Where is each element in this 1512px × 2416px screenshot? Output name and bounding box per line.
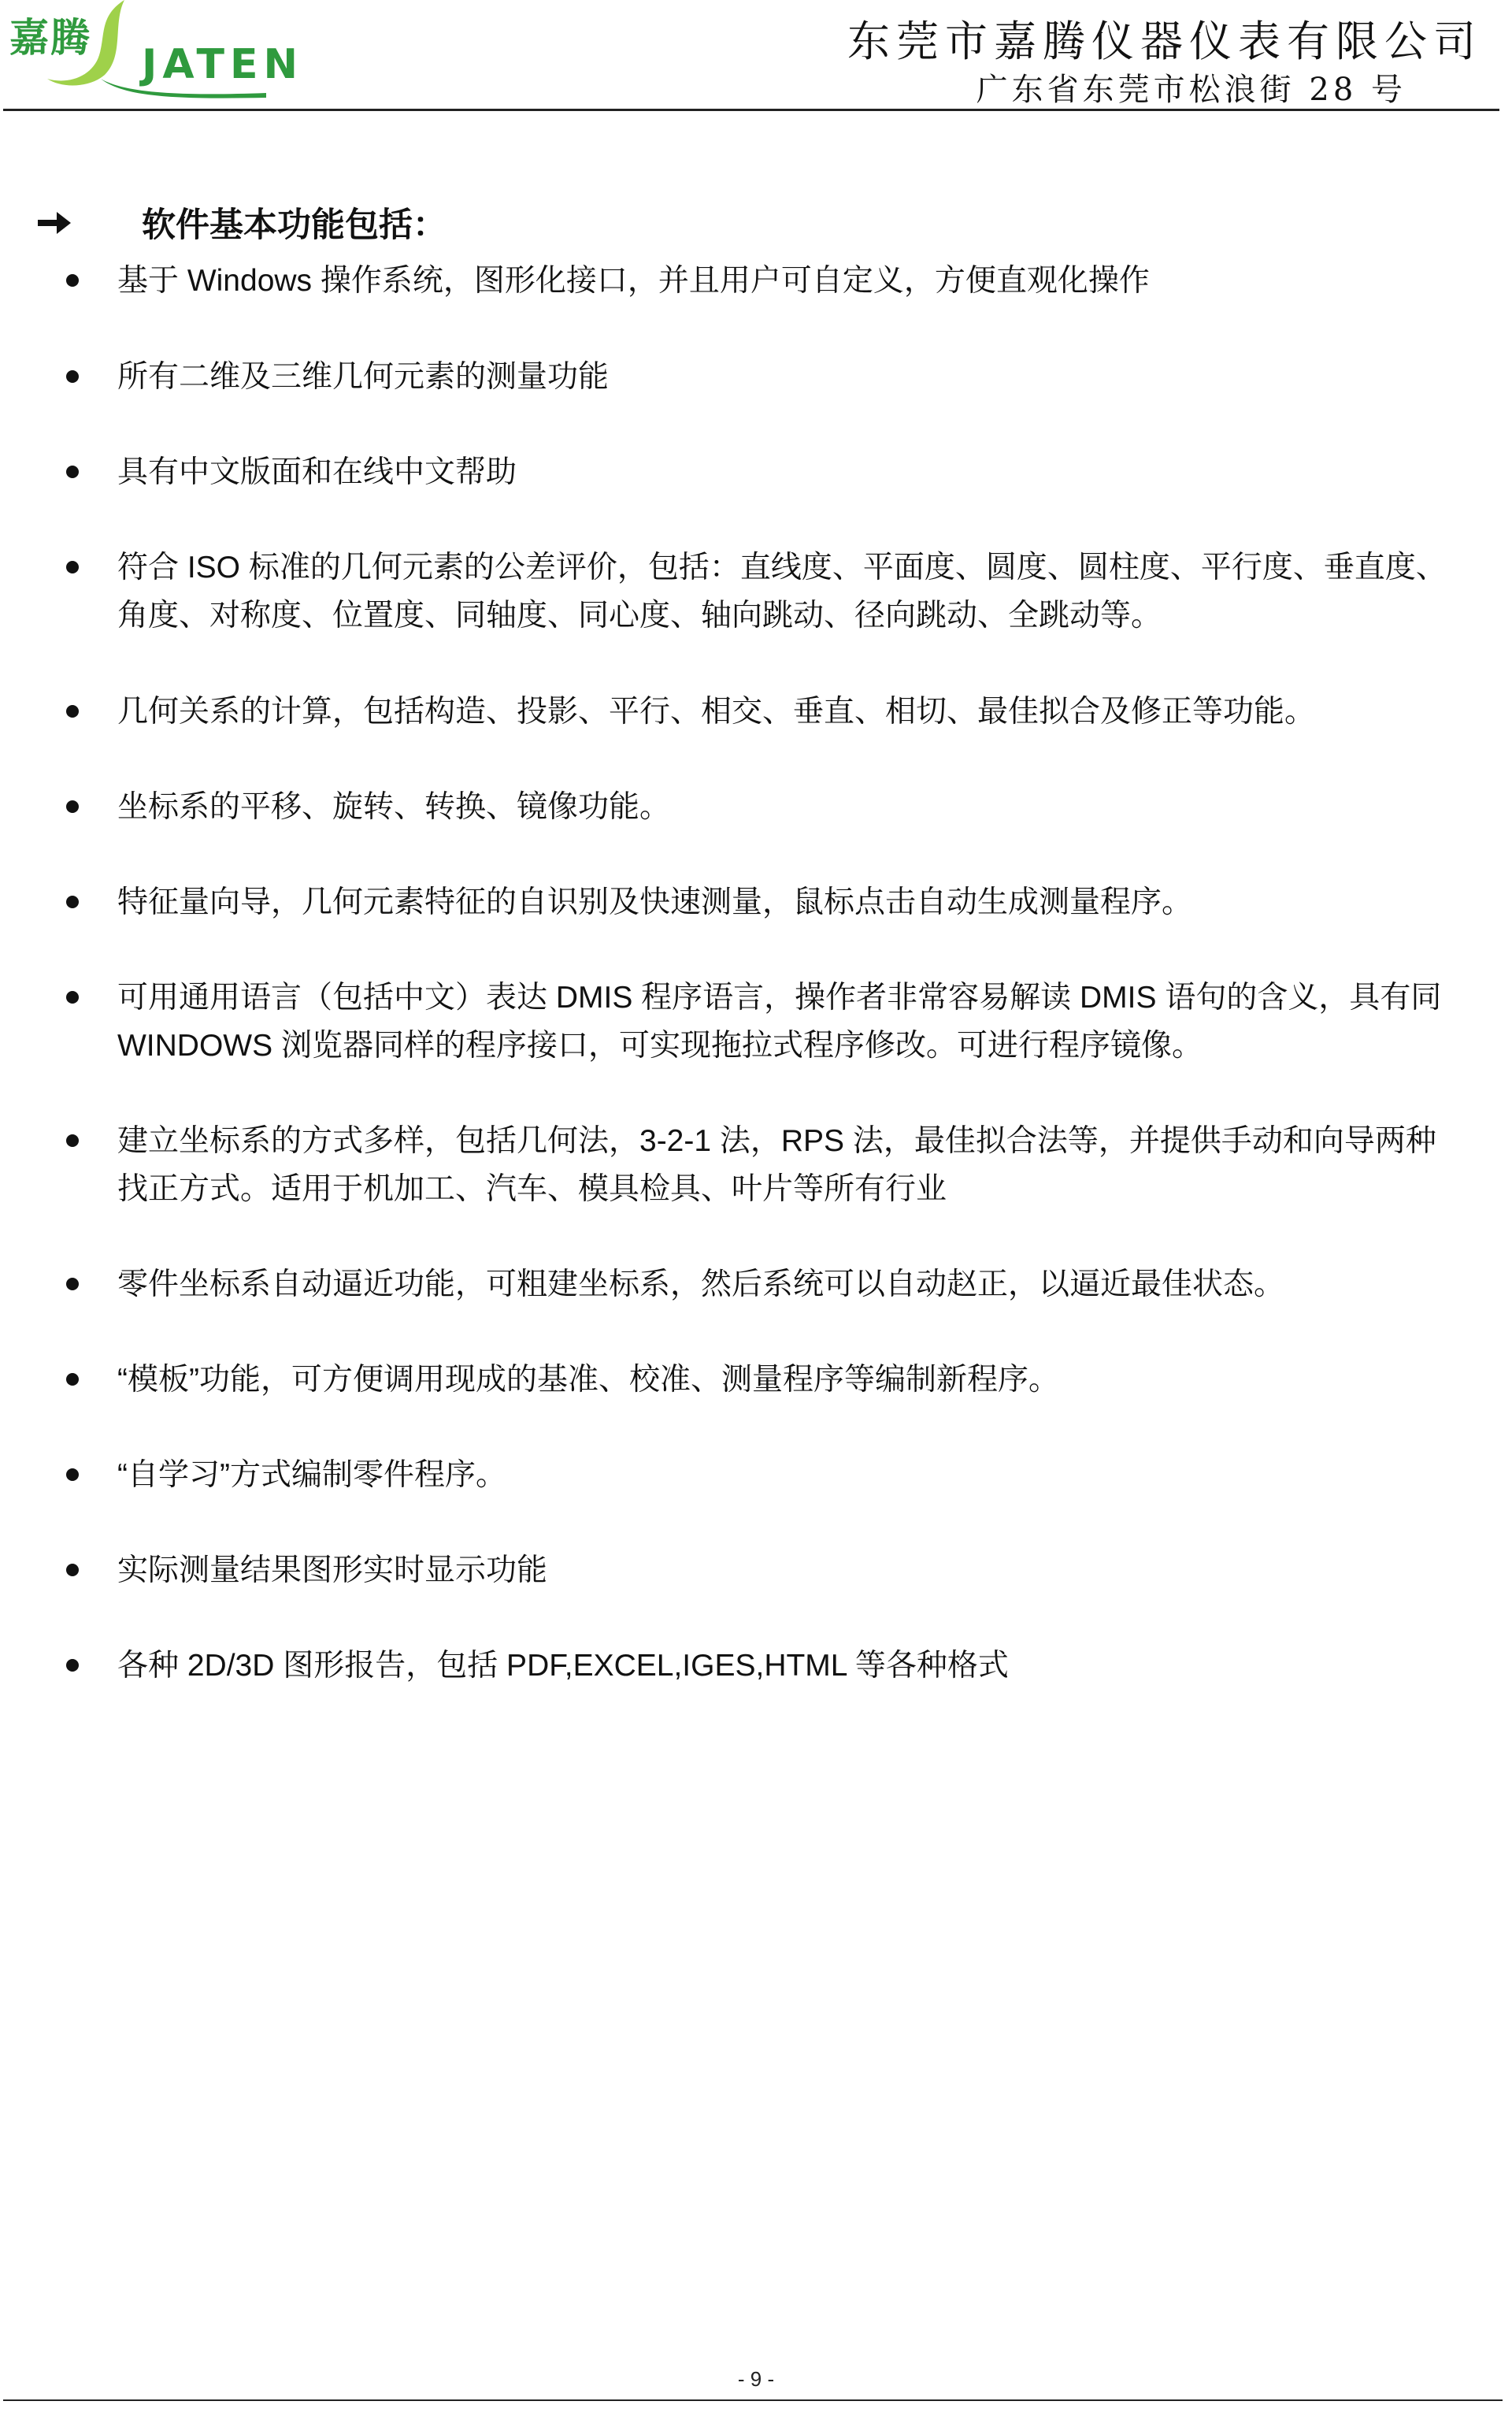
list-item-text: “模板”功能，可方便调用现成的基准、校准、测量程序等编制新程序。 xyxy=(117,1363,1059,1397)
list-item-text-line: 符合 ISO 标准的几何元素的公差评价，包括：直线度、平面度、圆度、圆柱度、平行度、垂直度、 xyxy=(117,551,1447,585)
bullet-icon xyxy=(66,1468,79,1481)
bullet-icon xyxy=(66,991,79,1004)
bullet-icon xyxy=(66,1134,79,1147)
page-header xyxy=(0,0,1512,112)
page-number: - 9 - xyxy=(737,2367,775,2391)
list-item-text: 基于 Windows 操作系统，图形化接口，并且用户可自定义，方便直观化操作 xyxy=(117,264,1150,298)
bullet-icon xyxy=(66,705,79,718)
list-item-text: 实际测量结果图形实时显示功能 xyxy=(117,1553,548,1587)
list-item-text: 零件坐标系自动逼近功能，可粗建坐标系，然后系统可以自动赵正，以逼近最佳状态。 xyxy=(117,1267,1285,1301)
bullet-icon xyxy=(66,1564,79,1576)
list-item-text-line: 可用通用语言（包括中文）表达 DMIS 程序语言，操作者非常容易解读 DMIS 语句的含义，具有同 xyxy=(117,981,1442,1015)
bullet-icon xyxy=(66,896,79,908)
list-item-text-line: 建立坐标系的方式多样，包括几何法，3-2-1 法，RPS 法，最佳拟合法等，并提供手动和向导两种 xyxy=(117,1124,1436,1158)
company-logo xyxy=(6,0,304,99)
list-item-text-line: 找正方式。适用于机加工、汽车、模具检具、叶片等所有行业 xyxy=(117,1172,947,1206)
header-divider xyxy=(3,109,1499,111)
section-title: 软件基本功能包括： xyxy=(142,206,447,245)
bullet-icon xyxy=(66,1659,79,1672)
bullet-icon xyxy=(66,800,79,813)
bullet-icon xyxy=(66,370,79,383)
list-item-text-line: 角度、对称度、位置度、同轴度、同心度、轴向跳动、径向跳动、全跳动等。 xyxy=(117,599,1162,633)
logo-chinese-text: 嘉腾 xyxy=(9,15,91,61)
list-item-text: 各种 2D/3D 图形报告，包括 PDF,EXCEL,IGES,HTML 等各种格式 xyxy=(117,1649,1009,1683)
bullet-icon xyxy=(66,274,79,287)
list-item-text: “自学习”方式编制零件程序。 xyxy=(117,1458,506,1492)
list-item-text: 所有二维及三维几何元素的测量功能 xyxy=(117,360,610,394)
arrow-right-icon xyxy=(36,210,72,236)
list-item-text: 几何关系的计算，包括构造、投影、平行、相交、垂直、相切、最佳拟合及修正等功能。 xyxy=(117,695,1316,729)
list-item-text: 特征量向导，几何元素特征的自识别及快速测量，鼠标点击自动生成测量程序。 xyxy=(117,885,1193,919)
list-item-text-line: WINDOWS 浏览器同样的程序接口，可实现拖拉式程序修改。可进行程序镜像。 xyxy=(117,1029,1203,1063)
section-heading xyxy=(36,199,447,247)
list-item-text: 坐标系的平移、旋转、转换、镜像功能。 xyxy=(117,790,671,824)
bullet-icon xyxy=(66,561,79,573)
company-name: 东莞市嘉腾仪器仪表有限公司 xyxy=(847,17,1482,66)
list-item-text: 具有中文版面和在线中文帮助 xyxy=(117,455,517,489)
company-address: 广东省东莞市松浪街 28 号 xyxy=(976,72,1406,108)
footer-divider xyxy=(3,2399,1503,2401)
bullet-icon xyxy=(66,1373,79,1386)
logo-english-text: JATEN xyxy=(142,41,304,88)
bullet-icon xyxy=(66,1278,79,1290)
bullet-icon xyxy=(66,466,79,478)
